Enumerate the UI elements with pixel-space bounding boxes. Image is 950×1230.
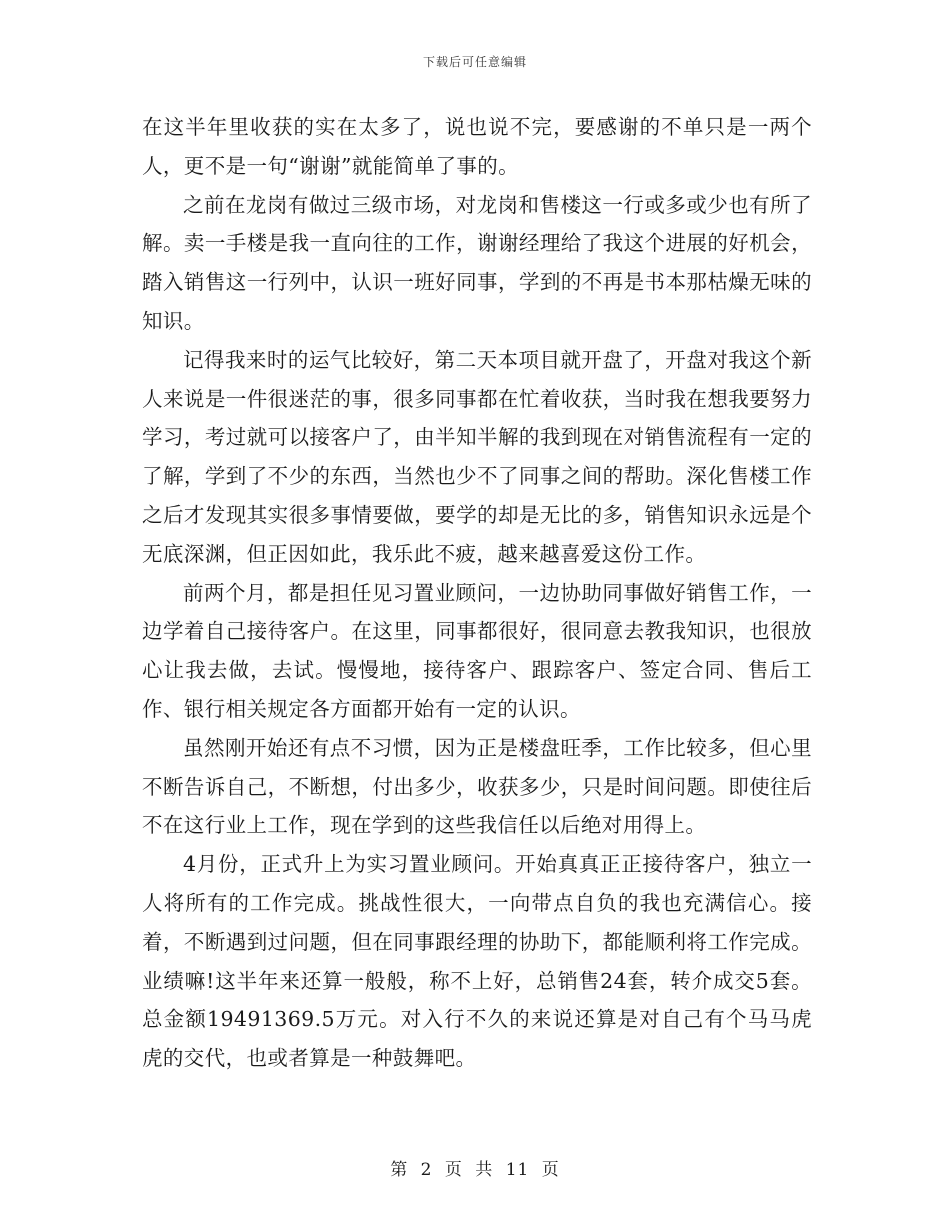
document-body (142, 108, 812, 1078)
page-header: 下载后可任意编辑 (422, 55, 527, 69)
paragraph-2: 之前在龙岗有做过三级市场，对龙岗和售楼这一行或多或少也有所了解。卖一手楼是我一直向往的工作，谢谢经理给了我这个进展的好机会，踏入销售这一行列中，认识一班好同事，学到的不再是书本那枯燥无味的知识。 (142, 192, 812, 333)
paragraph-1: 在这半年里收获的实在太多了，说也说不完，要感谢的不单只是一两个人，更不是一句“谢谢”就能简单了事的。 (142, 115, 812, 178)
paragraph-6: 4月份，正式升上为实习置业顾问。开始真真正正接待客户，独立一人将所有的工作完成。挑战性很大，一向带点自负的我也充满信心。接着，不断遇到过问题，但在同事跟经理的协助下，都能顺利将工作完成。业绩嘛!这半年来还算一般般，称不上好，总销售24套，转介成交5套。总金额19491369.5万元。对入行不久的来说还算是对自己有个马马虎虎的交代，也或者算是一种鼓舞吧。 (142, 852, 812, 1071)
page-number-footer: 第 2 页 共 11 页 (390, 1160, 560, 1180)
paragraph-5: 虽然刚开始还有点不习惯，因为正是楼盘旺季，工作比较多，但心里不断告诉自己，不断想，付出多少，收获多少，只是时间问题。即使往后不在这行业上工作，现在学到的这些我信任以后绝对用得上。 (142, 735, 812, 838)
paragraph-4: 前两个月，都是担任见习置业顾问，一边协助同事做好销售工作，一边学着自己接待客户。在这里，同事都很好，很同意去教我知识，也很放心让我去做，去试。慢慢地，接待客户、跟踪客户、签定合同、售后工作、银行相关规定各方面都开始有一定的认识。 (142, 580, 812, 721)
paragraph-3: 记得我来时的运气比较好，第二天本项目就开盘了，开盘对我这个新人来说是一件很迷茫的事，很多同事都在忙着收获，当时我在想我要努力学习，考过就可以接客户了，由半知半解的我到现在对销售流程有一定的了解，学到了不少的东西，当然也少不了同事之间的帮助。深化售楼工作之后才发现其实很多事情要做，要学的却是无比的多，销售知识永远是个无底深渊，但正因如此，我乐此不疲，越来越喜爱这份工作。 (142, 347, 812, 566)
